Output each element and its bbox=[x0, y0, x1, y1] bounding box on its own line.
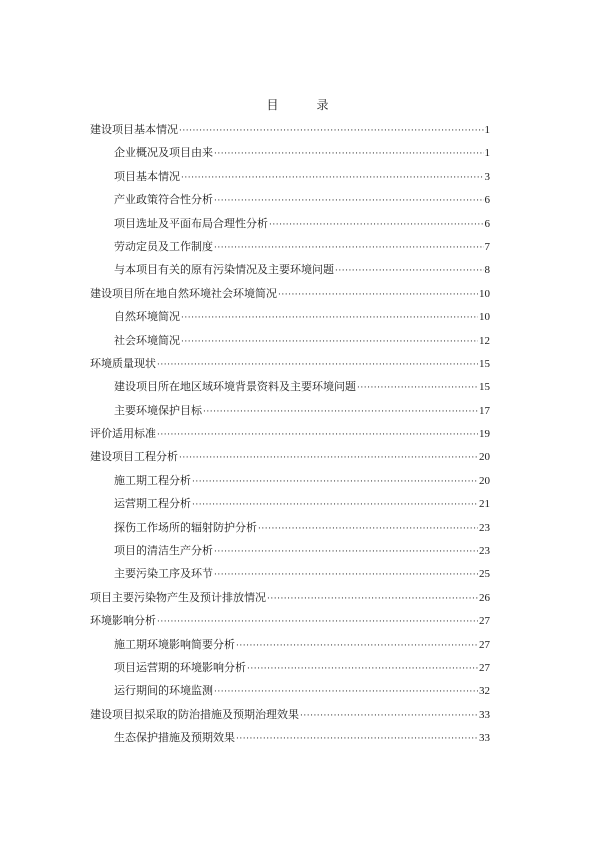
toc-entry-label: 环境影响分析 bbox=[90, 614, 156, 628]
toc-entry-page-number: 33 bbox=[479, 732, 490, 745]
toc-entry bbox=[90, 144, 490, 167]
toc-entry-label: 施工期环境影响简要分析 bbox=[114, 637, 235, 651]
toc-entry-page-number: 20 bbox=[479, 474, 490, 487]
toc-entry-label: 建设项目所在地自然环境社会环境简况 bbox=[90, 286, 277, 300]
toc-entry-label: 产业政策符合性分析 bbox=[114, 193, 213, 207]
toc-entry-page-number: 12 bbox=[479, 334, 490, 347]
toc-leader-dots bbox=[181, 334, 478, 351]
toc-leader-dots bbox=[278, 287, 478, 304]
toc-entry bbox=[90, 121, 490, 144]
toc-entry bbox=[90, 308, 490, 331]
toc-entry-label: 项目基本情况 bbox=[114, 169, 180, 183]
toc-leader-dots bbox=[236, 731, 478, 748]
toc-entry-label: 劳动定员及工作制度 bbox=[114, 239, 213, 253]
toc-entry-label: 项目运营期的环境影响分析 bbox=[114, 660, 246, 674]
toc-entry bbox=[90, 402, 490, 425]
toc-entry-page-number: 23 bbox=[479, 521, 490, 534]
toc-leader-dots bbox=[157, 357, 478, 374]
toc-entry bbox=[90, 238, 490, 261]
toc-entry-page-number: 6 bbox=[484, 217, 490, 230]
toc-leader-dots bbox=[192, 497, 478, 514]
toc-entry-page-number: 21 bbox=[479, 498, 490, 511]
toc-leader-dots bbox=[192, 474, 478, 491]
toc-entry bbox=[90, 285, 490, 308]
toc-entry bbox=[90, 519, 490, 542]
toc-entry-page-number: 27 bbox=[479, 638, 490, 651]
toc-entry bbox=[90, 682, 490, 705]
toc-entry-label: 企业概况及项目由来 bbox=[114, 146, 213, 160]
toc-entry-label: 运营期工程分析 bbox=[114, 497, 191, 511]
toc-entry-label: 社会环境简况 bbox=[114, 333, 180, 347]
toc-entry bbox=[90, 729, 490, 752]
toc-entry-page-number: 1 bbox=[484, 147, 490, 160]
toc-entry bbox=[90, 332, 490, 355]
toc-leader-dots bbox=[157, 614, 478, 631]
toc-leader-dots bbox=[181, 170, 484, 187]
toc-leader-dots bbox=[258, 521, 478, 538]
toc-entry-page-number: 6 bbox=[484, 194, 490, 207]
toc-entry bbox=[90, 636, 490, 659]
toc-entry-page-number: 1 bbox=[484, 124, 490, 136]
toc-entry-page-number: 17 bbox=[479, 404, 490, 417]
toc-leader-dots bbox=[300, 708, 478, 725]
toc-entry bbox=[90, 495, 490, 518]
toc-entry-label: 建设项目所在地区域环境背景资料及主要环境问题 bbox=[114, 380, 356, 394]
toc-entry-label: 与本项目有关的原有污染情况及主要环境问题 bbox=[114, 263, 334, 277]
toc-entry bbox=[90, 589, 490, 612]
toc-entry-page-number: 7 bbox=[484, 240, 490, 253]
toc-leader-dots bbox=[181, 310, 478, 327]
toc-entry-label: 主要环境保护目标 bbox=[114, 403, 202, 417]
toc-entry-label: 主要污染工序及环节 bbox=[114, 567, 213, 581]
toc-entry bbox=[90, 448, 490, 471]
toc-entry-page-number: 15 bbox=[479, 381, 490, 394]
toc-entry bbox=[90, 261, 490, 284]
toc-leader-dots bbox=[214, 567, 478, 584]
toc-entry-label: 建设项目拟采取的防治措施及预期治理效果 bbox=[90, 707, 299, 721]
toc-entry bbox=[90, 706, 490, 729]
toc-entry bbox=[90, 191, 490, 214]
toc-leader-dots bbox=[214, 240, 484, 257]
toc-entry-label: 生态保护措施及预期效果 bbox=[114, 731, 235, 745]
toc-entry bbox=[90, 565, 490, 588]
toc-entry-label: 建设项目工程分析 bbox=[90, 450, 178, 464]
toc-title: 目录 bbox=[266, 98, 367, 112]
toc-entry-label: 环境质量现状 bbox=[90, 356, 156, 370]
toc-entry bbox=[90, 472, 490, 495]
toc-entry-page-number: 15 bbox=[479, 357, 490, 370]
toc-entry-page-number: 33 bbox=[479, 708, 490, 721]
toc-entry-label: 建设项目基本情况 bbox=[90, 123, 178, 136]
toc-entry-page-number: 10 bbox=[479, 287, 490, 300]
toc-entry-label: 自然环境简况 bbox=[114, 310, 180, 324]
toc-entry-label: 项目主要污染物产生及预计排放情况 bbox=[90, 590, 266, 604]
toc-leader-dots bbox=[179, 123, 484, 140]
toc-leader-dots bbox=[269, 217, 484, 234]
toc-leader-dots bbox=[214, 193, 484, 210]
toc-entry-page-number: 8 bbox=[484, 264, 490, 277]
toc-leader-dots bbox=[214, 146, 484, 163]
toc-entry-label: 施工期工程分析 bbox=[114, 473, 191, 487]
toc-entry-page-number: 27 bbox=[479, 661, 490, 674]
toc-entry bbox=[90, 378, 490, 401]
toc-leader-dots bbox=[157, 427, 478, 444]
toc-entry-page-number: 32 bbox=[479, 685, 490, 698]
toc-leader-dots bbox=[335, 263, 484, 280]
toc-entry-label: 项目选址及平面布局合理性分析 bbox=[114, 216, 268, 230]
toc-entry-page-number: 3 bbox=[484, 170, 490, 183]
toc-leader-dots bbox=[236, 638, 478, 655]
toc-entry-label: 探伤工作场所的辐射防护分析 bbox=[114, 520, 257, 534]
toc-entry-label: 评价适用标准 bbox=[90, 427, 156, 441]
toc-leader-dots bbox=[357, 380, 478, 397]
toc-entry bbox=[90, 425, 490, 448]
toc-entry-page-number: 20 bbox=[479, 451, 490, 464]
toc-leader-dots bbox=[203, 404, 478, 421]
toc-entry bbox=[90, 215, 490, 238]
toc-leader-dots bbox=[214, 684, 478, 701]
toc-entry-page-number: 19 bbox=[479, 428, 490, 441]
toc-list bbox=[90, 121, 490, 753]
toc-entry-label: 运行期间的环境监测 bbox=[114, 684, 213, 698]
toc-leader-dots bbox=[179, 450, 478, 467]
toc-entry-page-number: 27 bbox=[479, 615, 490, 628]
toc-entry bbox=[90, 542, 490, 565]
toc-entry-page-number: 25 bbox=[479, 568, 490, 581]
toc-leader-dots bbox=[214, 544, 478, 561]
toc-entry-page-number: 26 bbox=[479, 591, 490, 604]
toc-leader-dots bbox=[267, 591, 478, 608]
toc-entry-label: 项目的清洁生产分析 bbox=[114, 544, 213, 558]
toc-entry bbox=[90, 612, 490, 635]
toc-entry-page-number: 10 bbox=[479, 311, 490, 324]
toc-entry bbox=[90, 168, 490, 191]
toc-leader-dots bbox=[247, 661, 478, 678]
toc-entry bbox=[90, 659, 490, 682]
toc-entry bbox=[90, 355, 490, 378]
toc-entry-page-number: 23 bbox=[479, 545, 490, 558]
